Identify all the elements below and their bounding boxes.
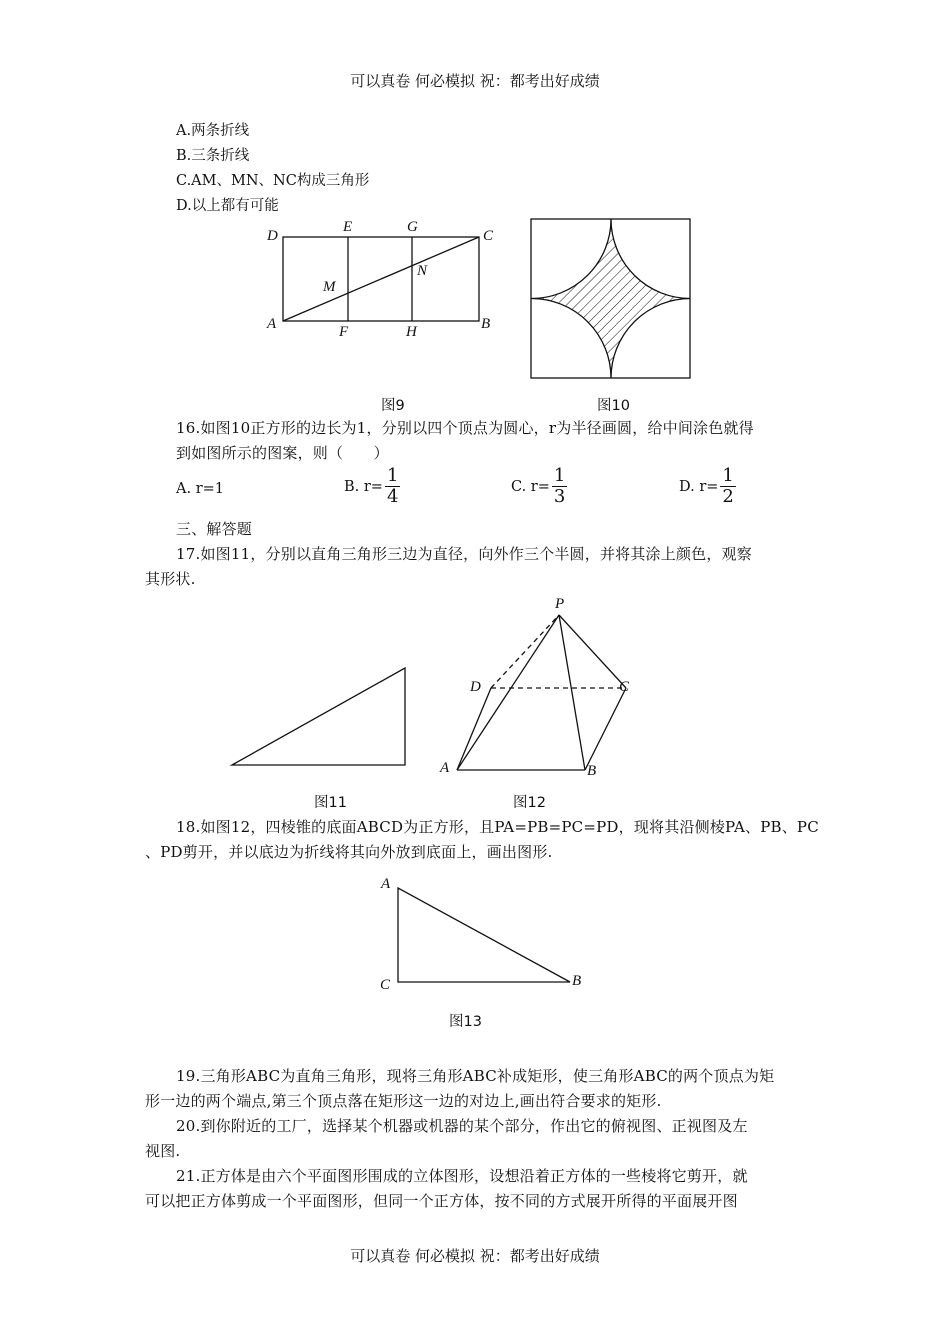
q16-option-d-den: 2: [722, 486, 734, 507]
fig9-label-m: M: [323, 279, 336, 295]
q16-option-b-num: 1: [386, 465, 399, 486]
fig9-label-a: A: [267, 316, 277, 332]
fig12-label-a: A: [440, 760, 450, 776]
fig12-caption: 图12: [513, 795, 546, 811]
fig9-label-b: B: [481, 316, 491, 332]
q16-option-b-prefix: B. r=: [344, 479, 383, 495]
q16-line1: 16.如图10正方形的边长为1，分别以四个顶点为圆心，r为半径画圆，给中间涂色就得: [176, 419, 754, 437]
q15-option-b: B.三条折线: [176, 148, 250, 164]
fig9-label-h: H: [406, 324, 417, 340]
q17-line2: 其形状.: [145, 570, 196, 588]
q16-option-a: A. r=1: [176, 481, 224, 497]
q21-line2: 可以把正方体剪成一个平面图形，但同一个正方体，按不同的方式展开所得的平面展开图: [145, 1192, 738, 1210]
fig12-label-c: C: [619, 679, 630, 695]
fig10-caption: 图10: [597, 398, 630, 414]
fig13-triangle: [398, 888, 570, 982]
q20-line2: 视图.: [145, 1142, 181, 1160]
fig9-label-f: F: [339, 324, 349, 340]
fig13-label-c: C: [380, 977, 391, 993]
fig13-caption: 图13: [449, 1014, 482, 1030]
q16-option-c-prefix: C. r=: [511, 479, 550, 495]
page-footer: 可以真卷 何必模拟 祝：都考出好成绩: [350, 1247, 600, 1265]
page-header: 可以真卷 何必模拟 祝：都考出好成绩: [350, 72, 600, 90]
q17-line1: 17.如图11，分别以直角三角形三边为直径，向外作三个半圆，并将其涂上颜色，观察: [176, 545, 752, 563]
q15-option-a: A.两条折线: [176, 123, 250, 139]
section-heading: 三、解答题: [176, 520, 253, 538]
q21-line1: 21.正方体是由六个平面图形围成的立体图形，设想沿着正方体的一些棱将它剪开，就: [176, 1167, 748, 1185]
fig12-label-p: P: [555, 596, 565, 612]
fig9-label-g: G: [407, 219, 418, 235]
q16-option-b-den: 4: [386, 486, 399, 507]
q15-option-d: D.以上都有可能: [176, 198, 279, 214]
fig12-label-d: D: [470, 679, 481, 695]
q16-option-c-den: 3: [553, 486, 566, 507]
q16-option-c-num: 1: [553, 465, 566, 486]
q20-line1: 20.到你附近的工厂，选择某个机器或机器的某个部分，作出它的俯视图、正视图及左: [176, 1117, 748, 1135]
q15-option-c: C.AM、MN、NC构成三角形: [176, 173, 370, 189]
q18-line1: 18.如图12，四棱锥的底面ABCD为正方形，且PA=PB=PC=PD，现将其沿侧棱PA、PB、PC: [176, 818, 819, 836]
fig11-caption: 图11: [314, 795, 347, 811]
q16-option-d-num: 1: [722, 465, 734, 486]
fig9-caption: 图9: [381, 398, 405, 414]
fig13-label-b: B: [572, 973, 582, 989]
fig9-label-e: E: [343, 219, 353, 235]
fig13-label-a: A: [381, 876, 391, 892]
q18-line2: 、PD剪开，并以底边为折线将其向外放到底面上，画出图形.: [145, 843, 553, 861]
q19-line2: 形一边的两个端点,第三个顶点落在矩形这一边的对边上,画出符合要求的矩形.: [145, 1092, 662, 1110]
fig9-label-d: D: [267, 228, 278, 244]
q19-line1: 19.三角形ABC为直角三角形，现将三角形ABC补成矩形，使三角形ABC的两个顶点为矩: [176, 1067, 775, 1085]
q16-line2: 到如图所示的图案，则（ ）: [176, 444, 389, 462]
fig9-label-n: N: [417, 263, 428, 279]
fig9-label-c: C: [483, 228, 494, 244]
q16-option-d-prefix: D. r=: [679, 479, 719, 495]
fig12-label-b: B: [587, 763, 597, 779]
